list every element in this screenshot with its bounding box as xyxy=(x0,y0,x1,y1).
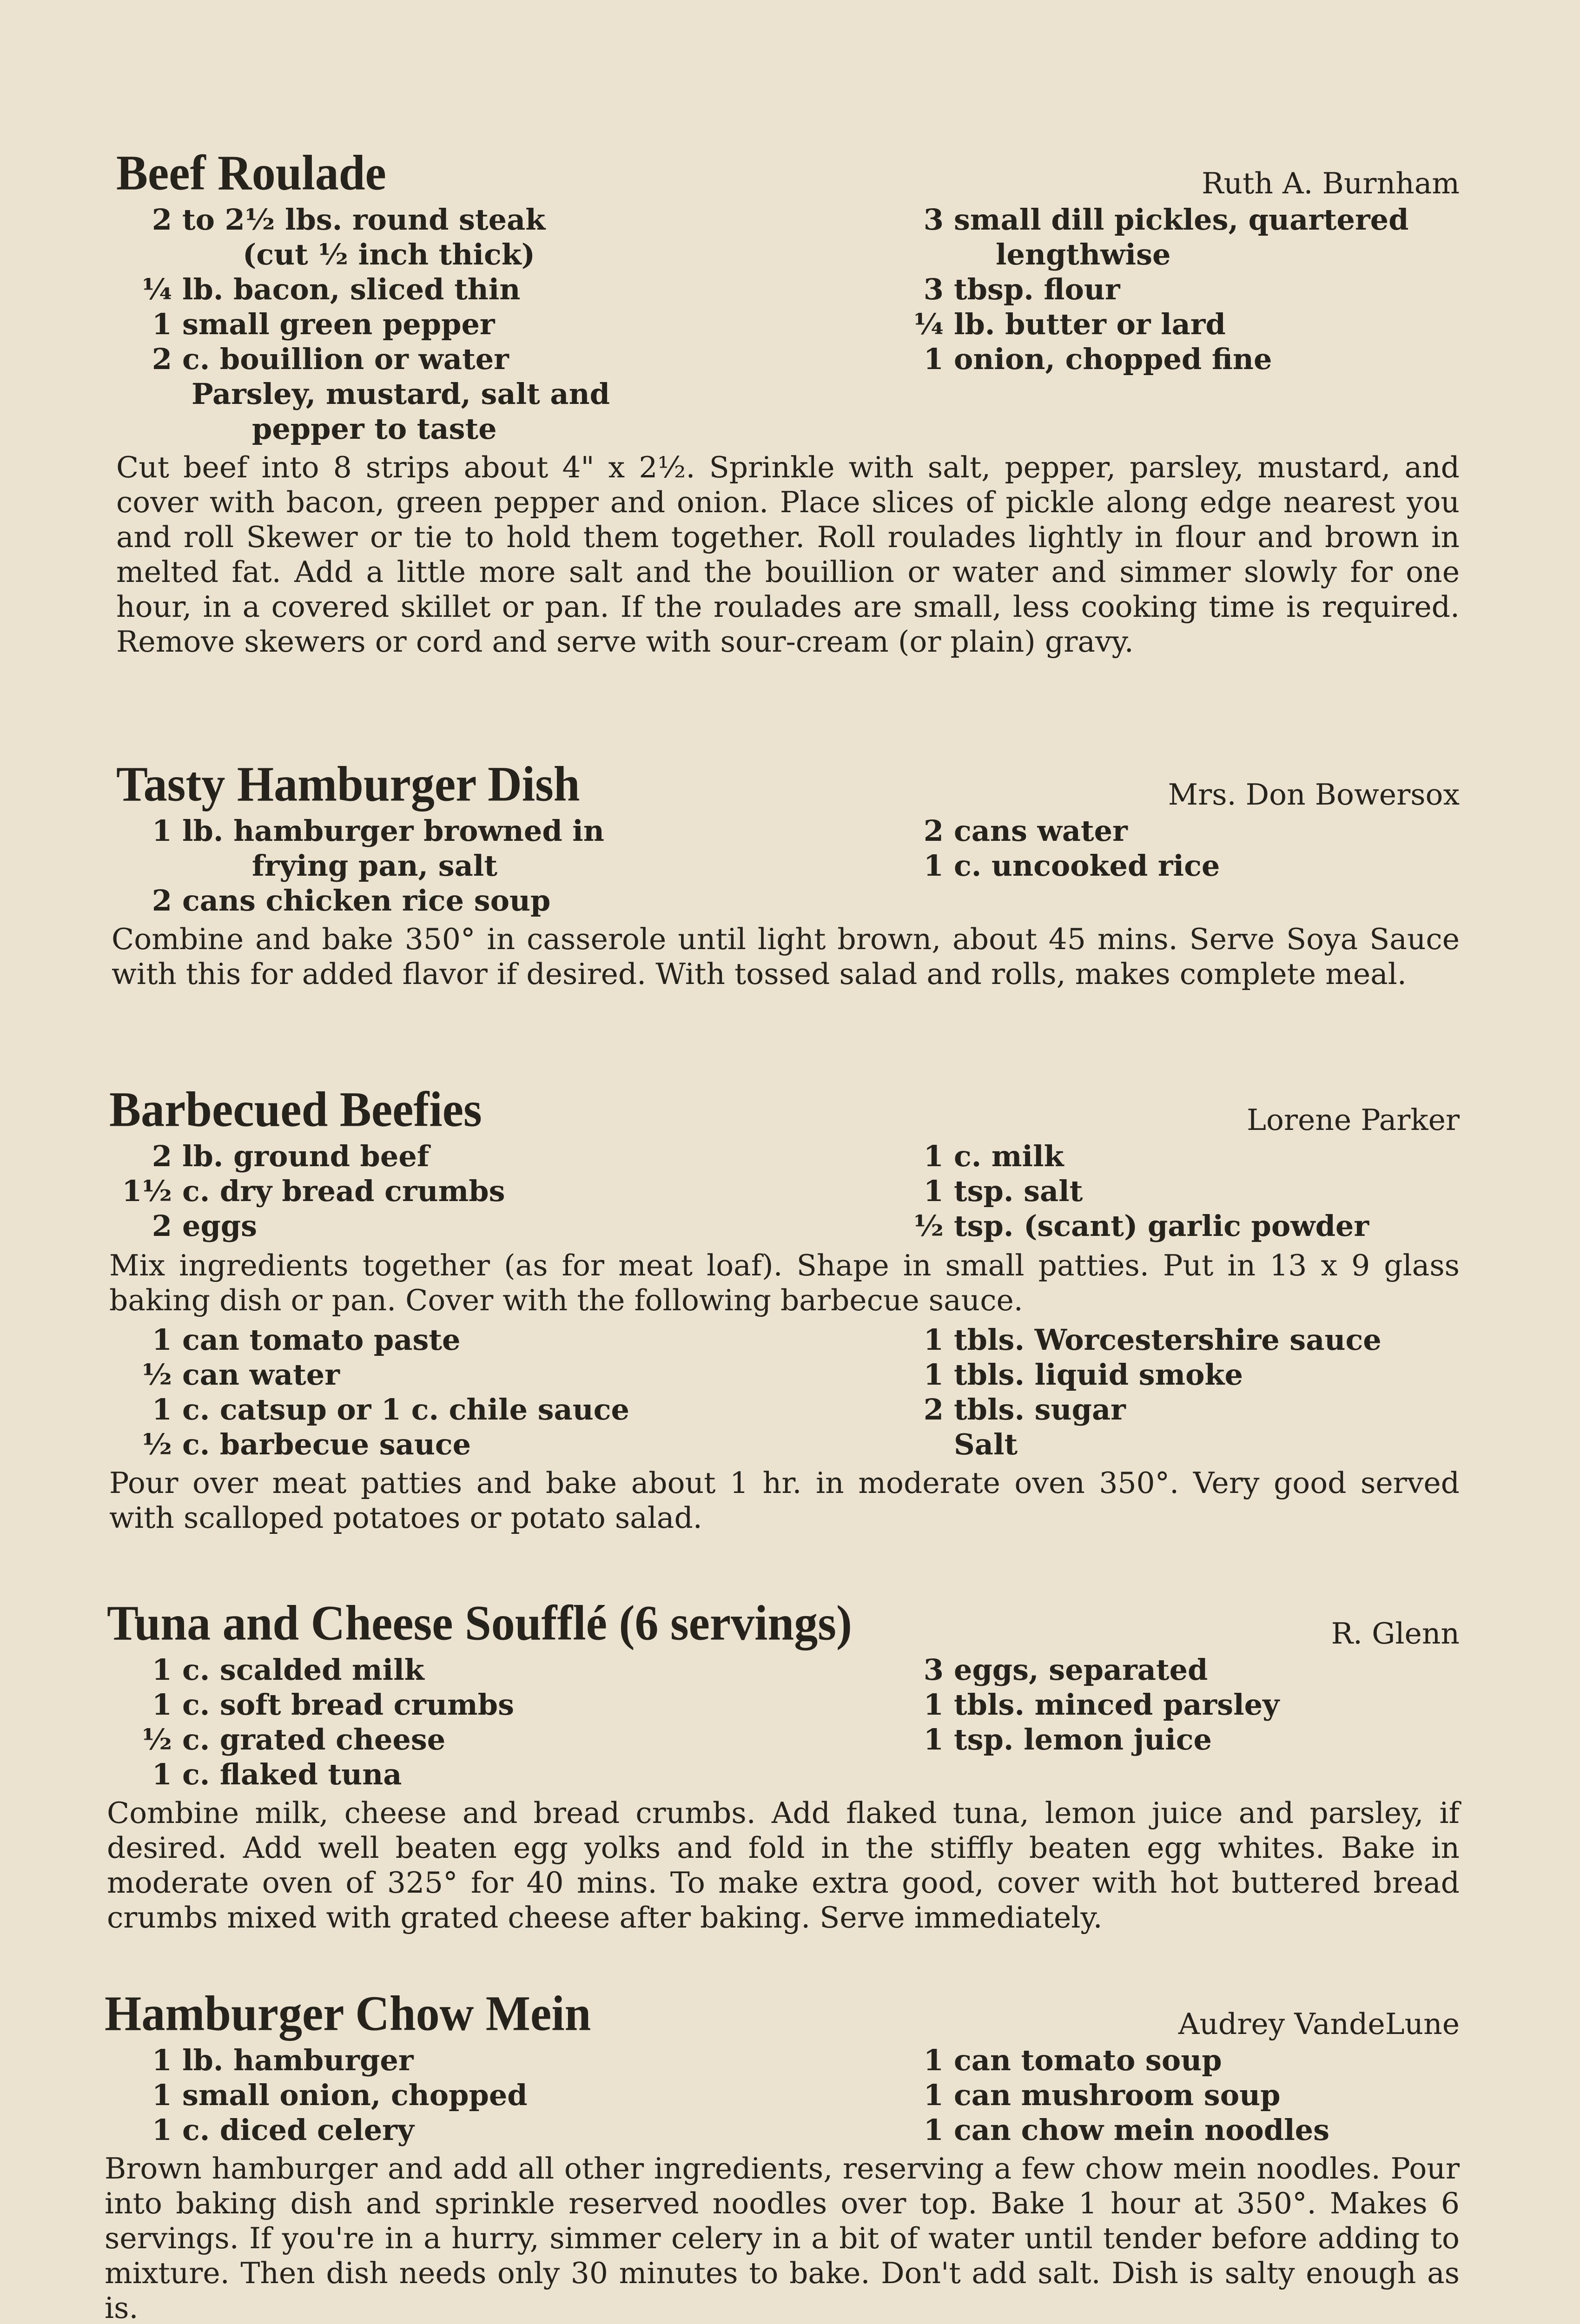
ingredient-text: can mushroom soup xyxy=(954,2078,1281,2112)
ingredient xyxy=(102,1392,629,1427)
ingredient-qty: 1 xyxy=(152,1757,172,1791)
ingredient-text: can water xyxy=(182,1358,340,1392)
recipe-author: Ruth A. Burnham xyxy=(1202,166,1460,200)
recipe-author: Mrs. Don Bowersox xyxy=(1168,778,1460,812)
ingredient-text: c. milk xyxy=(954,1139,1064,1173)
ingredient-qty: 1 xyxy=(923,1139,944,1173)
ingredients-left xyxy=(102,1139,505,1243)
ingredient xyxy=(874,1357,1382,1392)
ingredient xyxy=(102,1174,505,1208)
ingredient xyxy=(102,1687,514,1722)
recipe-instructions: Cut beef into 8 strips about 4" x 2½. Sprinkle with salt, pepper, parsley, mustard, and cover with bacon, green pepper and onion. Place slices of pickle along edge nearest you and roll Skewer or tie to hold them together. Roll roulades lightly in flour and brown in melted fat. Add a little more salt and the bouillion or water and simmer slowly for one hour, in a covered skillet or pan. If the roulades are small, less cooking time is required. Remove skewers or cord and serve with sour-cream (or plain) gravy. xyxy=(116,450,1460,659)
ingredient-qty: 1 xyxy=(923,1323,944,1357)
ingredient-qty: 2 xyxy=(152,1209,172,1243)
recipe-author: Audrey VandeLune xyxy=(1178,2007,1460,2041)
ingredient-text: tsp. lemon juice xyxy=(954,1723,1212,1756)
ingredients xyxy=(102,813,1460,918)
ingredient-text: lb. butter or lard xyxy=(954,307,1226,341)
ingredient xyxy=(102,237,610,272)
ingredient-text: cans chicken rice soup xyxy=(182,884,551,918)
ingredient xyxy=(102,1427,629,1462)
recipe-instructions: Combine and bake 350° in casserole until light brown, about 45 mins. Serve Soya Sauce with this for added flavor if desired. With tossed salad and rolls, makes complete meal. xyxy=(112,922,1460,991)
recipe-header xyxy=(102,755,1460,813)
ingredient-text: lb. ground beef xyxy=(182,1139,430,1173)
ingredient-qty: 2 xyxy=(152,203,172,237)
ingredient-text: c. grated cheese xyxy=(182,1723,446,1756)
ingredient-text: c. bouillion or water xyxy=(182,342,509,376)
ingredient-qty: 1 xyxy=(152,814,172,848)
ingredient xyxy=(102,1208,505,1243)
ingredient-qty: 1 xyxy=(923,2078,944,2112)
ingredient-text: onion, chopped fine xyxy=(954,342,1272,376)
recipe-hamburger-chow-mein xyxy=(102,1985,1460,2324)
ingredient xyxy=(102,202,610,237)
ingredient-qty: 1 xyxy=(152,1393,172,1426)
ingredient xyxy=(874,1139,1369,1174)
ingredient-qty: 2 xyxy=(152,342,172,376)
ingredient xyxy=(874,2113,1329,2147)
ingredients xyxy=(102,1139,1460,1243)
ingredient-text: tbls. minced parsley xyxy=(954,1688,1280,1722)
ingredient xyxy=(874,342,1408,376)
ingredient xyxy=(874,1392,1382,1427)
ingredient-qty: 1½ xyxy=(122,1174,172,1208)
ingredient-qty: ½ xyxy=(142,1723,172,1756)
ingredient xyxy=(874,1322,1382,1357)
ingredient-qty: ½ xyxy=(913,1209,944,1243)
ingredient-text: c. uncooked rice xyxy=(954,849,1220,883)
ingredient-text: c. flaked tuna xyxy=(182,1757,402,1791)
ingredient-qty: 1 xyxy=(923,849,944,883)
ingredient-text: to 2½ lbs. round steak xyxy=(182,203,546,237)
recipe-tuna-cheese-souffle xyxy=(102,1594,1460,1935)
ingredient-qty: 1 xyxy=(923,1723,944,1756)
ingredient xyxy=(874,1427,1382,1462)
ingredient-qty: 3 xyxy=(923,1653,944,1687)
ingredient xyxy=(102,2113,528,2147)
recipe-title: Hamburger Chow Mein xyxy=(105,1986,591,2041)
ingredient-text: tbls. sugar xyxy=(954,1393,1126,1426)
ingredient-text: pepper to taste xyxy=(252,412,497,446)
ingredient-qty: 1 xyxy=(152,1688,172,1722)
sauce-ingredients-right xyxy=(874,1322,1382,1462)
recipe-title: Beef Roulade xyxy=(116,145,386,201)
ingredient-text: c. dry bread crumbs xyxy=(182,1174,505,1208)
ingredient-text: lb. hamburger xyxy=(182,2043,414,2077)
recipe-tasty-hamburger-dish xyxy=(102,755,1460,991)
ingredient-text: tbsp. flour xyxy=(954,272,1120,306)
ingredient-qty: 2 xyxy=(923,1393,944,1426)
ingredient xyxy=(102,376,610,411)
sauce-ingredients xyxy=(102,1322,1460,1462)
ingredient xyxy=(874,272,1408,307)
ingredient-qty: 1 xyxy=(152,2078,172,2112)
recipe-barbecued-beefies xyxy=(102,1081,1460,1535)
ingredient-text: lb. bacon, sliced thin xyxy=(182,272,521,306)
ingredient-text: c. catsup or 1 c. chile sauce xyxy=(182,1393,629,1426)
ingredient-qty: 1 xyxy=(923,1174,944,1208)
ingredient-text: tsp. (scant) garlic powder xyxy=(954,1209,1369,1243)
recipe-header xyxy=(102,1985,1460,2043)
ingredient-text: (cut ½ inch thick) xyxy=(243,238,535,271)
ingredient-qty: 1 xyxy=(923,2043,944,2077)
ingredient-qty: ¼ xyxy=(913,307,944,341)
recipe-title: Barbecued Beefies xyxy=(109,1082,482,1137)
ingredients xyxy=(102,1652,1460,1792)
ingredient-qty: ¼ xyxy=(142,272,172,306)
sauce-ingredients-left xyxy=(102,1322,629,1462)
ingredient-qty: 1 xyxy=(152,2043,172,2077)
ingredients-left xyxy=(102,2043,528,2147)
ingredient-text: Salt xyxy=(954,1427,1018,1461)
ingredient xyxy=(102,1322,629,1357)
ingredient-text: can tomato soup xyxy=(954,2043,1222,2077)
ingredient xyxy=(874,813,1220,848)
ingredients-right xyxy=(874,2043,1329,2147)
ingredient xyxy=(102,883,604,918)
recipe-header xyxy=(102,1081,1460,1139)
ingredient-text: cans water xyxy=(954,814,1128,848)
ingredient xyxy=(102,1652,514,1687)
ingredient-qty: 1 xyxy=(152,307,172,341)
ingredient xyxy=(874,2078,1329,2113)
ingredients-right xyxy=(874,1139,1369,1243)
ingredient xyxy=(102,307,610,342)
ingredients-right xyxy=(874,813,1220,883)
ingredients-left xyxy=(102,202,610,446)
ingredient xyxy=(102,813,604,848)
ingredient xyxy=(102,272,610,307)
ingredient xyxy=(874,237,1408,272)
ingredient-text: Parsley, mustard, salt and xyxy=(192,377,610,411)
ingredient xyxy=(102,342,610,376)
ingredient-qty: 1 xyxy=(923,1688,944,1722)
ingredient-text: small onion, chopped xyxy=(182,2078,528,2112)
ingredient-qty: 3 xyxy=(923,203,944,237)
recipe-instructions: Combine milk, cheese and bread crumbs. Add flaked tuna, lemon juice and parsley, if desired. Add well beaten egg yolks and fold in the stiffly beaten egg whites. Bake in moderate oven of 325° for 40 mins. To make extra good, cover with hot buttered bread crumbs mixed with grated cheese after baking. Serve immediately. xyxy=(107,1796,1460,1934)
ingredient-qty: 2 xyxy=(152,1139,172,1173)
recipe-header xyxy=(102,144,1460,202)
ingredient xyxy=(874,2043,1329,2078)
ingredient-text: eggs, separated xyxy=(954,1653,1208,1687)
ingredients-left xyxy=(102,813,604,918)
recipe-author: R. Glenn xyxy=(1331,1617,1460,1651)
ingredient-qty: 1 xyxy=(923,342,944,376)
ingredient xyxy=(102,2043,528,2078)
ingredient-text: tbls. liquid smoke xyxy=(954,1358,1243,1392)
ingredients-right xyxy=(874,1652,1279,1757)
ingredient xyxy=(102,1139,505,1174)
ingredient-qty: 3 xyxy=(923,272,944,306)
ingredient-text: small dill pickles, quartered xyxy=(954,203,1409,237)
ingredient xyxy=(102,2078,528,2113)
ingredient-qty: 1 xyxy=(152,1653,172,1687)
ingredient-text: c. scalded milk xyxy=(182,1653,424,1687)
recipe-beef-roulade xyxy=(102,144,1460,659)
ingredient-qty: 1 xyxy=(152,2113,172,2147)
ingredient-qty: ½ xyxy=(142,1358,172,1392)
ingredient-text: lb. hamburger browned in xyxy=(182,814,604,848)
ingredients xyxy=(102,2043,1460,2147)
ingredient-qty: 2 xyxy=(923,814,944,848)
ingredient xyxy=(102,1357,629,1392)
ingredient xyxy=(874,1687,1279,1722)
recipe-title: Tuna and Cheese Soufflé (6 servings) xyxy=(107,1596,852,1651)
ingredient-text: c. diced celery xyxy=(182,2113,414,2147)
ingredient-text: c. barbecue sauce xyxy=(182,1427,471,1461)
recipe-title: Tasty Hamburger Dish xyxy=(116,757,580,812)
ingredient-text: small green pepper xyxy=(182,307,495,341)
ingredient xyxy=(874,1722,1279,1757)
ingredient-qty: 2 xyxy=(152,884,172,918)
ingredient-text: lengthwise xyxy=(996,238,1171,271)
recipe-instructions-2: Pour over meat patties and bake about 1 hr. in moderate oven 350°. Very good served with scalloped potatoes or potato salad. xyxy=(109,1466,1460,1535)
ingredient xyxy=(874,848,1220,883)
recipe-instructions: Brown hamburger and add all other ingredients, reserving a few chow mein noodles. Pour into baking dish and sprinkle reserved noodles over top. Bake 1 hour at 350°. Makes 6 servings. If you're in a hurry, simmer celery in a bit of water until tender before adding to mixture. Then dish needs only 30 minutes to bake. Don't add salt. Dish is salty enough as is. xyxy=(105,2152,1460,2324)
ingredient xyxy=(102,1757,514,1792)
ingredients-right xyxy=(874,202,1408,376)
ingredient xyxy=(102,848,604,883)
ingredient xyxy=(874,1208,1369,1243)
ingredients xyxy=(102,202,1460,446)
ingredient-qty: 1 xyxy=(152,1323,172,1357)
ingredient-text: can tomato paste xyxy=(182,1323,461,1357)
recipe-instructions: Mix ingredients together (as for meat loaf). Shape in small patties. Put in 13 x 9 glass baking dish or pan. Cover with the following barbecue sauce. xyxy=(109,1248,1460,1317)
recipe-header xyxy=(102,1594,1460,1652)
ingredient-qty: 1 xyxy=(923,2113,944,2147)
ingredient-text: c. soft bread crumbs xyxy=(182,1688,514,1722)
ingredient xyxy=(102,411,610,446)
ingredient-text: tbls. Worcestershire sauce xyxy=(954,1323,1382,1357)
ingredient xyxy=(102,1722,514,1757)
ingredient-text: can chow mein noodles xyxy=(954,2113,1330,2147)
ingredient-text: eggs xyxy=(182,1209,258,1243)
ingredient xyxy=(874,1174,1369,1208)
ingredient-text: tsp. salt xyxy=(954,1174,1083,1208)
ingredients-left xyxy=(102,1652,514,1792)
ingredient xyxy=(874,202,1408,237)
ingredient xyxy=(874,307,1408,342)
ingredient xyxy=(874,1652,1279,1687)
recipe-author: Lorene Parker xyxy=(1247,1103,1460,1137)
ingredient-text: frying pan, salt xyxy=(252,849,497,883)
ingredient-qty: 1 xyxy=(923,1358,944,1392)
ingredient-qty: ½ xyxy=(142,1427,172,1461)
